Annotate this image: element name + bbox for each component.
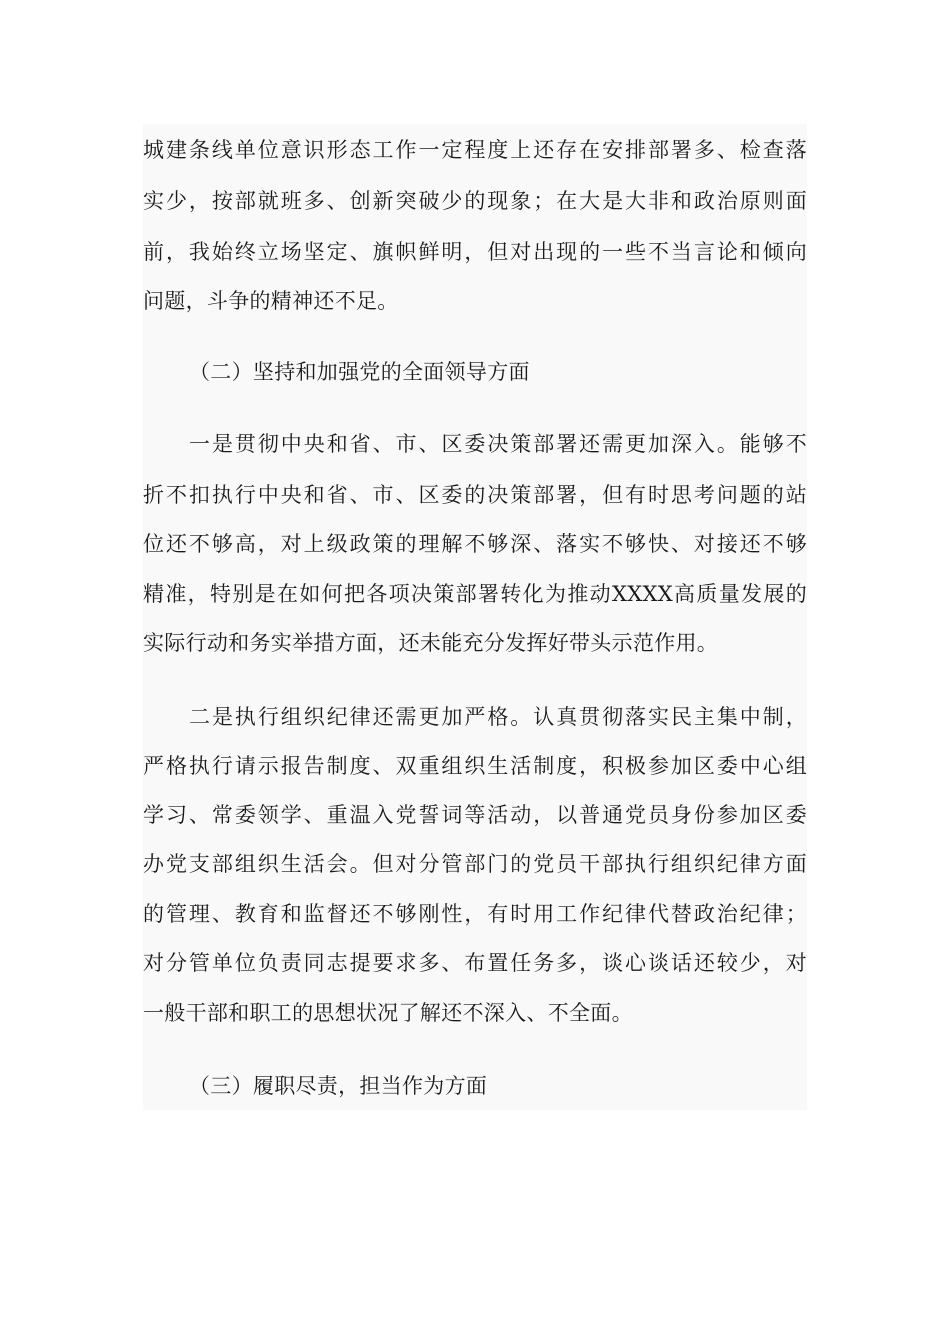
paragraph-3-line-6: 对分管单位负责同志提要求多、布置任务多，谈心谈话还较少，对 — [143, 951, 807, 975]
paragraph-3-line-1: 二是执行组织纪律还需更加严格。认真贯彻落实民主集中制， — [189, 705, 807, 729]
section-heading-3: （三）履职尽责，担当作为方面 — [189, 1074, 488, 1098]
paragraph-3-line-4: 办党支部组织生活会。但对分管部门的党员干部执行组织纪律方面 — [143, 852, 807, 876]
paragraph-3-line-3: 学习、常委领学、重温入党誓词等活动，以普通党员身份参加区委 — [143, 803, 807, 827]
document-text-block — [143, 124, 807, 1110]
paragraph-1-line-2: 实少，按部就班多、创新突破少的现象；在大是大非和政治原则面 — [143, 189, 807, 213]
paragraph-2-line-4: 精准，特别是在如何把各项决策部署转化为推动XXXX高质量发展的 — [143, 582, 807, 606]
paragraph-2-line-1: 一是贯彻中央和省、市、区委决策部署还需更加深入。能够不 — [189, 432, 807, 456]
paragraph-3-line-5: 的管理、教育和监督还不够刚性，有时用工作纪律代替政治纪律； — [143, 902, 807, 926]
paragraph-1-line-1: 城建条线单位意识形态工作一定程度上还存在安排部署多、检查落 — [143, 138, 807, 162]
paragraph-1-line-3: 前，我始终立场坚定、旗帜鲜明，但对出现的一些不当言论和倾向 — [143, 240, 807, 264]
paragraph-2-line-5: 实际行动和务实举措方面，还未能充分发挥好带头示范作用。 — [143, 631, 719, 655]
paragraph-2-line-3: 位还不够高，对上级政策的理解不够深、落实不够快、对接还不够 — [143, 532, 807, 556]
paragraph-2-line-2: 折不扣执行中央和省、市、区委的决策部署，但有时思考问题的站 — [143, 483, 807, 507]
paragraph-1-line-4: 问题，斗争的精神还不足。 — [143, 289, 399, 313]
paragraph-3-line-2: 严格执行请示报告制度、双重组织生活制度，积极参加区委中心组 — [143, 754, 807, 778]
section-heading-2: （二）坚持和加强党的全面领导方面 — [189, 360, 530, 384]
paragraph-3-line-7: 一般干部和职工的思想状况了解还不深入、不全面。 — [143, 1001, 633, 1025]
